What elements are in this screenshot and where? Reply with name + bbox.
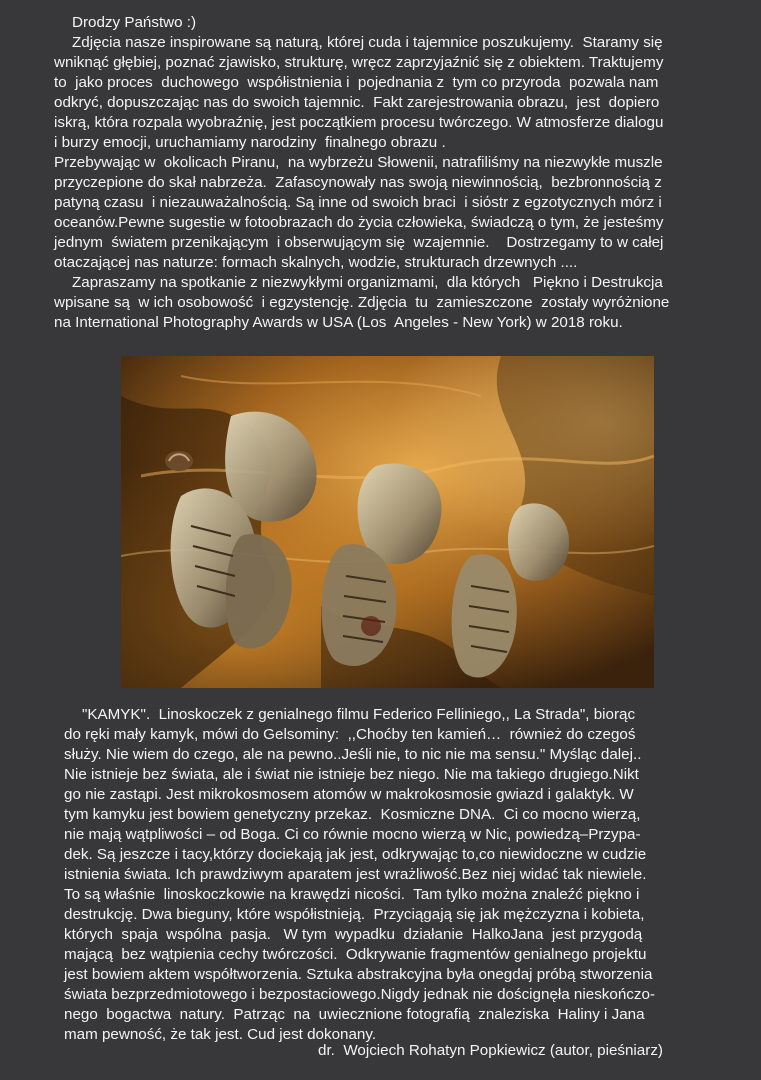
essay-text xyxy=(0,706,761,1066)
author-signature: dr. Wojciech Rohatyn Popkiewicz (autor, pieśniarz) xyxy=(318,1042,663,1059)
essay-line: nego bogactwa natury. Patrząc na uwiecznione fotografią znaleziska Haliny i Jana xyxy=(64,1006,645,1023)
intro-line: wniknąć głębiej, poznać zjawisko, strukturę, wręcz zaprzyjaźnić się z obiektem. Traktujemy xyxy=(54,54,664,71)
essay-line: nie mają wątpliwości – od Boga. Ci co równie mocno wierzą w Nic, powiedzą–Przypa- xyxy=(64,826,641,843)
intro-line: jednym światem przenikającym i obserwującym się wzajemnie. Dostrzegamy to w całej xyxy=(54,234,664,251)
intro-line: patyną czasu i niezauważalnością. Są inne od swoich braci i siόstr z egzotycznych mórz i xyxy=(54,194,662,211)
greeting: Drodzy Państwo :) xyxy=(72,14,197,31)
essay-line: których spaja wspólna pasja. W tym wypadku działanie HalkoJana jest przygodą xyxy=(64,926,643,943)
essay-line: jest bowiem aktem współtworzenia. Sztuka abstrakcyjna była onegdaj próbą stworzenia xyxy=(64,966,653,983)
intro-line: to jako proces duchowego współistnienia i pojednania z tym co przyroda pozwala nam xyxy=(54,74,659,91)
essay-line: go nie zastąpi. Jest mikrokosmosem atomów w makrokosmosie gwiazd i galaktyk. W xyxy=(64,786,634,803)
intro-line: oceanów.Pewne sugestie w fotoobrazach do życia człowieka, świadczą o tym, że jesteśmy xyxy=(54,214,664,231)
intro-line: przyczepione do skał nabrzeża. Zafascynowały nas swoją niewinnością, bezbronnością z xyxy=(54,174,662,191)
essay-line: Nie istnieje bez świata, ale i świat nie istnieje bez niego. Nie ma takiego drugiego.Nikt xyxy=(64,766,639,783)
intro-text xyxy=(0,14,761,334)
intro-line: Przebywając w okolicach Piranu, na wybrzeżu Słowenii, natrafiliśmy na niezwykłe muszle xyxy=(54,154,663,171)
essay-line: istnienia świata. Ich prawdziwym aparatem jest wrażliwość.Bez niej widać tak niewiele. xyxy=(64,866,647,883)
essay-line: świata bezprzedmiotowego i bezpostaciowego.Nigdy jednak nie doścignęła nieskończo- xyxy=(64,986,655,1003)
essay-line: mam pewność, że tak jest. Cud jest dokonany. xyxy=(64,1026,377,1043)
intro-line: wpisane są w ich osobowość i egzystencję. Zdjęcia tu zamieszczone zostały wyróżnione xyxy=(54,294,670,311)
essay-line: dek. Są jeszcze i tacy,którzy dociekają jak jest, odkrywając to,co niewidoczne w cudzie xyxy=(64,846,647,863)
essay-line: tym kamyku jest bowiem genetyczny przekaz. Kosmiczne DNA. Ci co mocno wierzą, xyxy=(64,806,641,823)
essay-line: służy. Nie wiem do czego, ale na pewno..Jeśli nie, to nic nie ma sensu." Myśląc dalej.. xyxy=(64,746,642,763)
essay-line: do ręki mały kamyk, mówi do Gelsominy: ,,Choćby ten kamień… również do czegoś xyxy=(64,726,636,743)
essay-line: mającą bez wątpienia cechy twórczości. Odkrywanie fragmentów genialnego projektu xyxy=(64,946,647,963)
intro-line: iskrą, która rozpala wyobraźnię, jest początkiem procesu twórczego. W atmosferze dialogu xyxy=(54,114,664,131)
essay-line: destrukcję. Dwa bieguny, które współistnieją. Przyciągają się jak mężczyzna i kobieta, xyxy=(64,906,645,923)
intro-line: i burzy emocji, uruchamiamy narodziny finalnego obrazu . xyxy=(54,134,446,151)
essay-line: To są właśnie linoskoczkowie na krawędzi nicości. Tam tylko można znaleźć piękno i xyxy=(64,886,640,903)
shells-photograph xyxy=(121,356,654,688)
essay-line: "KAMYK". Linoskoczek z genialnego filmu Federico Felliniego,, La Strada", biorąc xyxy=(82,706,636,723)
intro-line: na International Photography Awards w USA (Los Angeles - New York) w 2018 roku. xyxy=(54,314,623,331)
intro-line: Zdjęcia nasze inspirowane są naturą, której cuda i tajemnice poszukujemy. Staramy się xyxy=(72,34,663,51)
intro-line: otaczającej nas naturze: formach skalnych, wodzie, strukturach drzewnych .... xyxy=(54,254,578,271)
intro-line: odkryć, dopuszczając nas do swoich tajemnic. Fakt zarejestrowania obrazu, jest dopiero xyxy=(54,94,660,111)
intro-line: Zapraszamy na spotkanie z niezwykłymi organizmami, dla których Piękno i Destrukcja xyxy=(72,274,663,291)
